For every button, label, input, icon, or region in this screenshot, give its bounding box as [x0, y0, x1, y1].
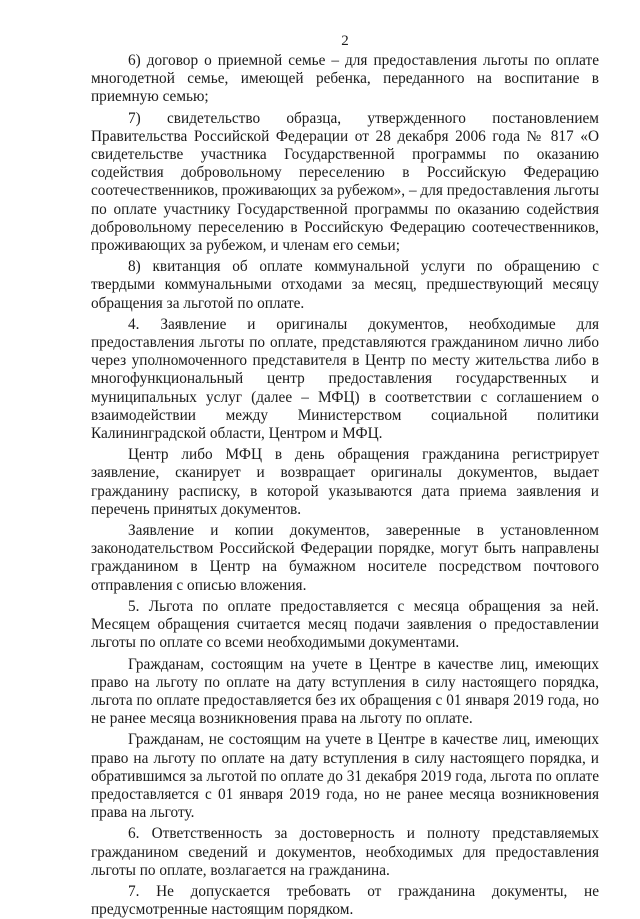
- paragraph-unregistered-citizens: Гражданам, не состоящим на учете в Центре в качестве лиц, имеющих право на льготу по оплате на дату вступления в силу настоящего порядка, и обратившимся за льготой по оплате до 31 декабря 2019 года, льгота по оплате предоставляется с 01 января 2019 года, но не ранее месяца возникновения права на льготу.: [91, 731, 599, 822]
- paragraph-registered-citizens: Гражданам, состоящим на учете в Центре в качестве лиц, имеющих право на льготу по оплате на дату вступления в силу настоящего порядка, льгота по оплате предоставляется без их обращения с 01 января 2019 года, но не ранее месяца возникновения права на льготу по оплате.: [91, 655, 599, 728]
- paragraph-clause-5: 5. Льгота по оплате предоставляется с месяца обращения за ней. Месяцем обращения считается месяц подачи заявления о предоставлении льготы по оплате со всеми необходимыми документами.: [91, 597, 599, 652]
- paragraph-clause-7: 7. Не допускается требовать от гражданина документы, не предусмотренные настоящим порядком.: [91, 882, 599, 919]
- page-number: 2: [341, 33, 349, 49]
- paragraph-registration: Центр либо МФЦ в день обращения гражданина регистрирует заявление, сканирует и возвращает оригиналы документов, выдает гражданину расписку, в которой указываются дата приема заявления и перечень принятых документов.: [91, 446, 599, 518]
- paragraph-clause-4: 4. Заявление и оригиналы документов, необходимые для предоставления льготы по оплате, представляются гражданином лично либо через уполномоченного представителя в Центр по месту жительства либо в многофункциональный центр предоставления государственных и муниципальных услуг (далее – МФЦ) в соответствии с соглашением о взаимодействии между Министерством социальной политики Калининградской области, Центром и МФЦ.: [91, 315, 599, 443]
- paragraph-clause-6: 6. Ответственность за достоверность и полноту представляемых гражданином сведений и документов, необходимых для предоставления льготы по оплате, возлагается на гражданина.: [91, 825, 599, 879]
- paragraph-item-7: 7) свидетельство образца, утвержденного постановлением Правительства Российской Федерации от 28 декабря 2006 года № 817 «О свидетельстве участника Государственной программы по оказанию содействия добровольному переселению в Российскую Федерацию соотечественников, проживающих за рубежом», – для предоставления льготы по оплате участнику Государственной программы по оказанию содействия добровольному переселению в Российскую Федерацию соотечественников, проживающих за рубежом, и членам его семьи;: [91, 109, 599, 255]
- paragraph-postal-submission: Заявление и копии документов, заверенные в установленном законодательством Российской Федерации порядке, могут быть направлены гражданином в Центр на бумажном носителе посредством почтового отправления с описью вложения.: [91, 522, 599, 594]
- paragraph-item-8: 8) квитанция об оплате коммунальной услуги по обращению с твердыми коммунальными отходами за месяц, предшествующий месяцу обращения за льготой по оплате.: [91, 258, 599, 312]
- paragraph-item-6: 6) договор о приемной семье – для предоставления льготы по оплате многодетной семье, имеющей ребенка, переданного на воспитание в приемную семью;: [91, 52, 599, 106]
